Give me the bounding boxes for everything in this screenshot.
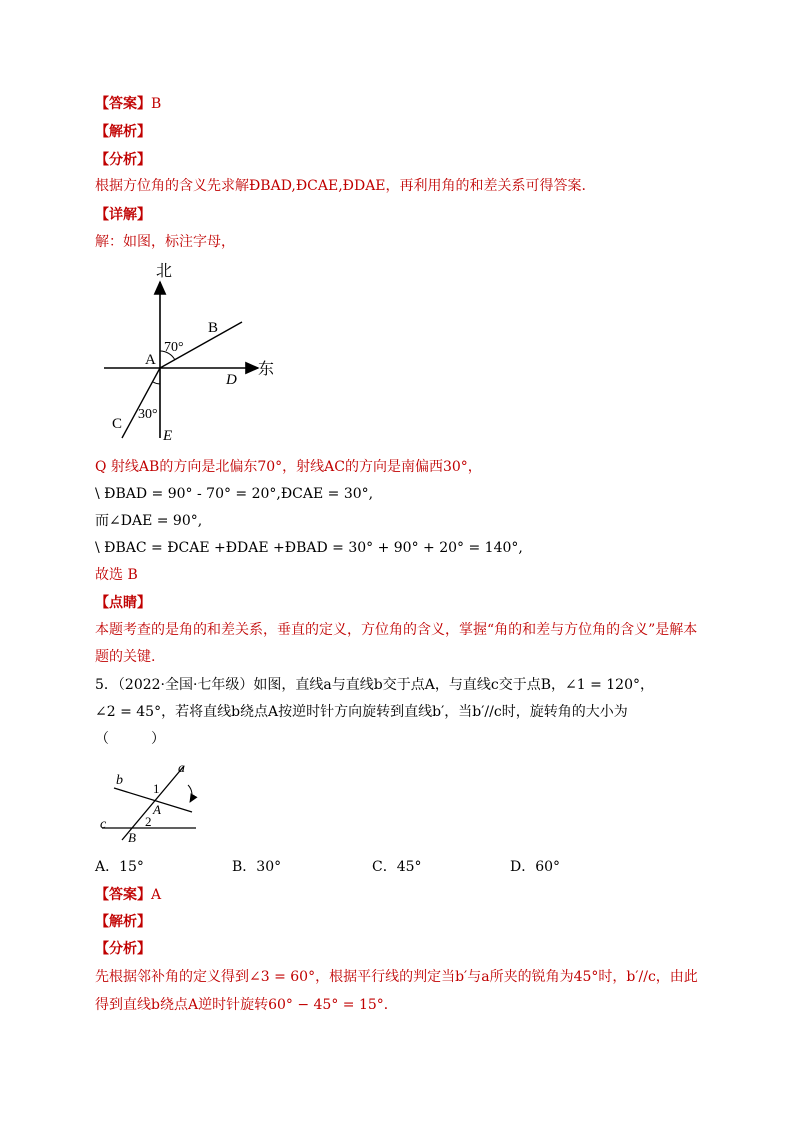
lines-figure [98, 758, 208, 848]
detail-tag: 【详解】 [95, 207, 151, 223]
label-angle-2: 2 [145, 814, 152, 829]
label-a: A [145, 352, 156, 368]
label-c: C [112, 416, 123, 432]
fenxi2-line-1: 先根据邻补角的定义得到∠3 = 60°，根据平行线的判定当b′与a所夹的锐角为45°时，b′//c，由此 [95, 969, 698, 985]
dianjing-line-2: 题的关键. [95, 649, 156, 665]
fenxi2-line-2: 得到直线b绕点A逆时针旋转60° − 45° = 15°． [95, 997, 398, 1013]
label-point-b: B [128, 830, 136, 845]
analysis-tag: 【解析】 [95, 124, 151, 140]
analysis2-tag: 【解析】 [95, 914, 151, 930]
direction-figure [100, 258, 280, 448]
label-line-c: c [100, 817, 107, 832]
rotation-arrow [188, 785, 192, 802]
q5-line-3: （ ） [95, 731, 165, 747]
dianjing-tag: 【点睛】 [95, 595, 151, 611]
label-angle-1: 1 [153, 781, 160, 796]
q5-line-1: 5．（2022·全国·七年级）如图，直线a与直线b交于点A，与直线c交于点B，∠1 = 120°， [95, 677, 654, 693]
step-1: Q 射线AB的方向是北偏东70°，射线AC的方向是南偏西30°， [95, 459, 482, 475]
label-b: B [208, 320, 219, 336]
label-point-a: A [153, 802, 161, 817]
dianjing-line-1: 本题考查的是角的和差关系，垂直的定义，方位角的含义，掌握“角的和差与方位角的含义”是解本 [95, 622, 698, 638]
label-70: 70° [164, 340, 184, 355]
label-d: D [226, 372, 237, 388]
label-east: 东 [258, 361, 275, 378]
option-d: D．60° [510, 859, 561, 875]
detail-intro: 解：如图，标注字母， [95, 234, 235, 250]
q5-line-2: ∠2 = 45°，若将直线b绕点A按逆时针方向旋转到直线b′，当b′//c时，旋转角的大小为 [95, 704, 628, 720]
answer2-tag: 【答案】 [95, 887, 151, 903]
label-e: E [163, 428, 173, 444]
label-north: 北 [156, 263, 173, 280]
answer-value: B [151, 96, 162, 112]
answer-line [95, 95, 161, 113]
label-30: 30° [138, 407, 158, 422]
answer-tag: 【答案】 [95, 96, 151, 112]
answer2-line [95, 886, 161, 904]
fenxi2-tag: 【分析】 [95, 941, 151, 957]
option-c: C．45° [372, 859, 422, 875]
ray-ac [122, 368, 160, 438]
option-a: A．15° [95, 859, 144, 875]
step-5: 故选 B [95, 567, 138, 583]
label-line-a: a [178, 761, 185, 776]
fenxi-text: 根据方位角的含义先求解ÐBAD,ÐCAE,ÐDAE，再利用角的和差关系可得答案. [95, 178, 586, 194]
option-b: B．30° [232, 859, 282, 875]
arc-30 [153, 382, 160, 384]
step-2: \ ÐBAD = 90° - 70° = 20°,ÐCAE = 30°, [95, 486, 374, 502]
fenxi-tag: 【分析】 [95, 152, 151, 168]
answer2-value: A [151, 887, 162, 903]
step-3: 而∠DAE = 90°, [95, 513, 203, 529]
label-line-b: b [116, 773, 123, 788]
step-4: \ ÐBAC = ÐCAE +ÐDAE +ÐBAD = 30° + 90° + 20° = 140°, [95, 540, 523, 556]
